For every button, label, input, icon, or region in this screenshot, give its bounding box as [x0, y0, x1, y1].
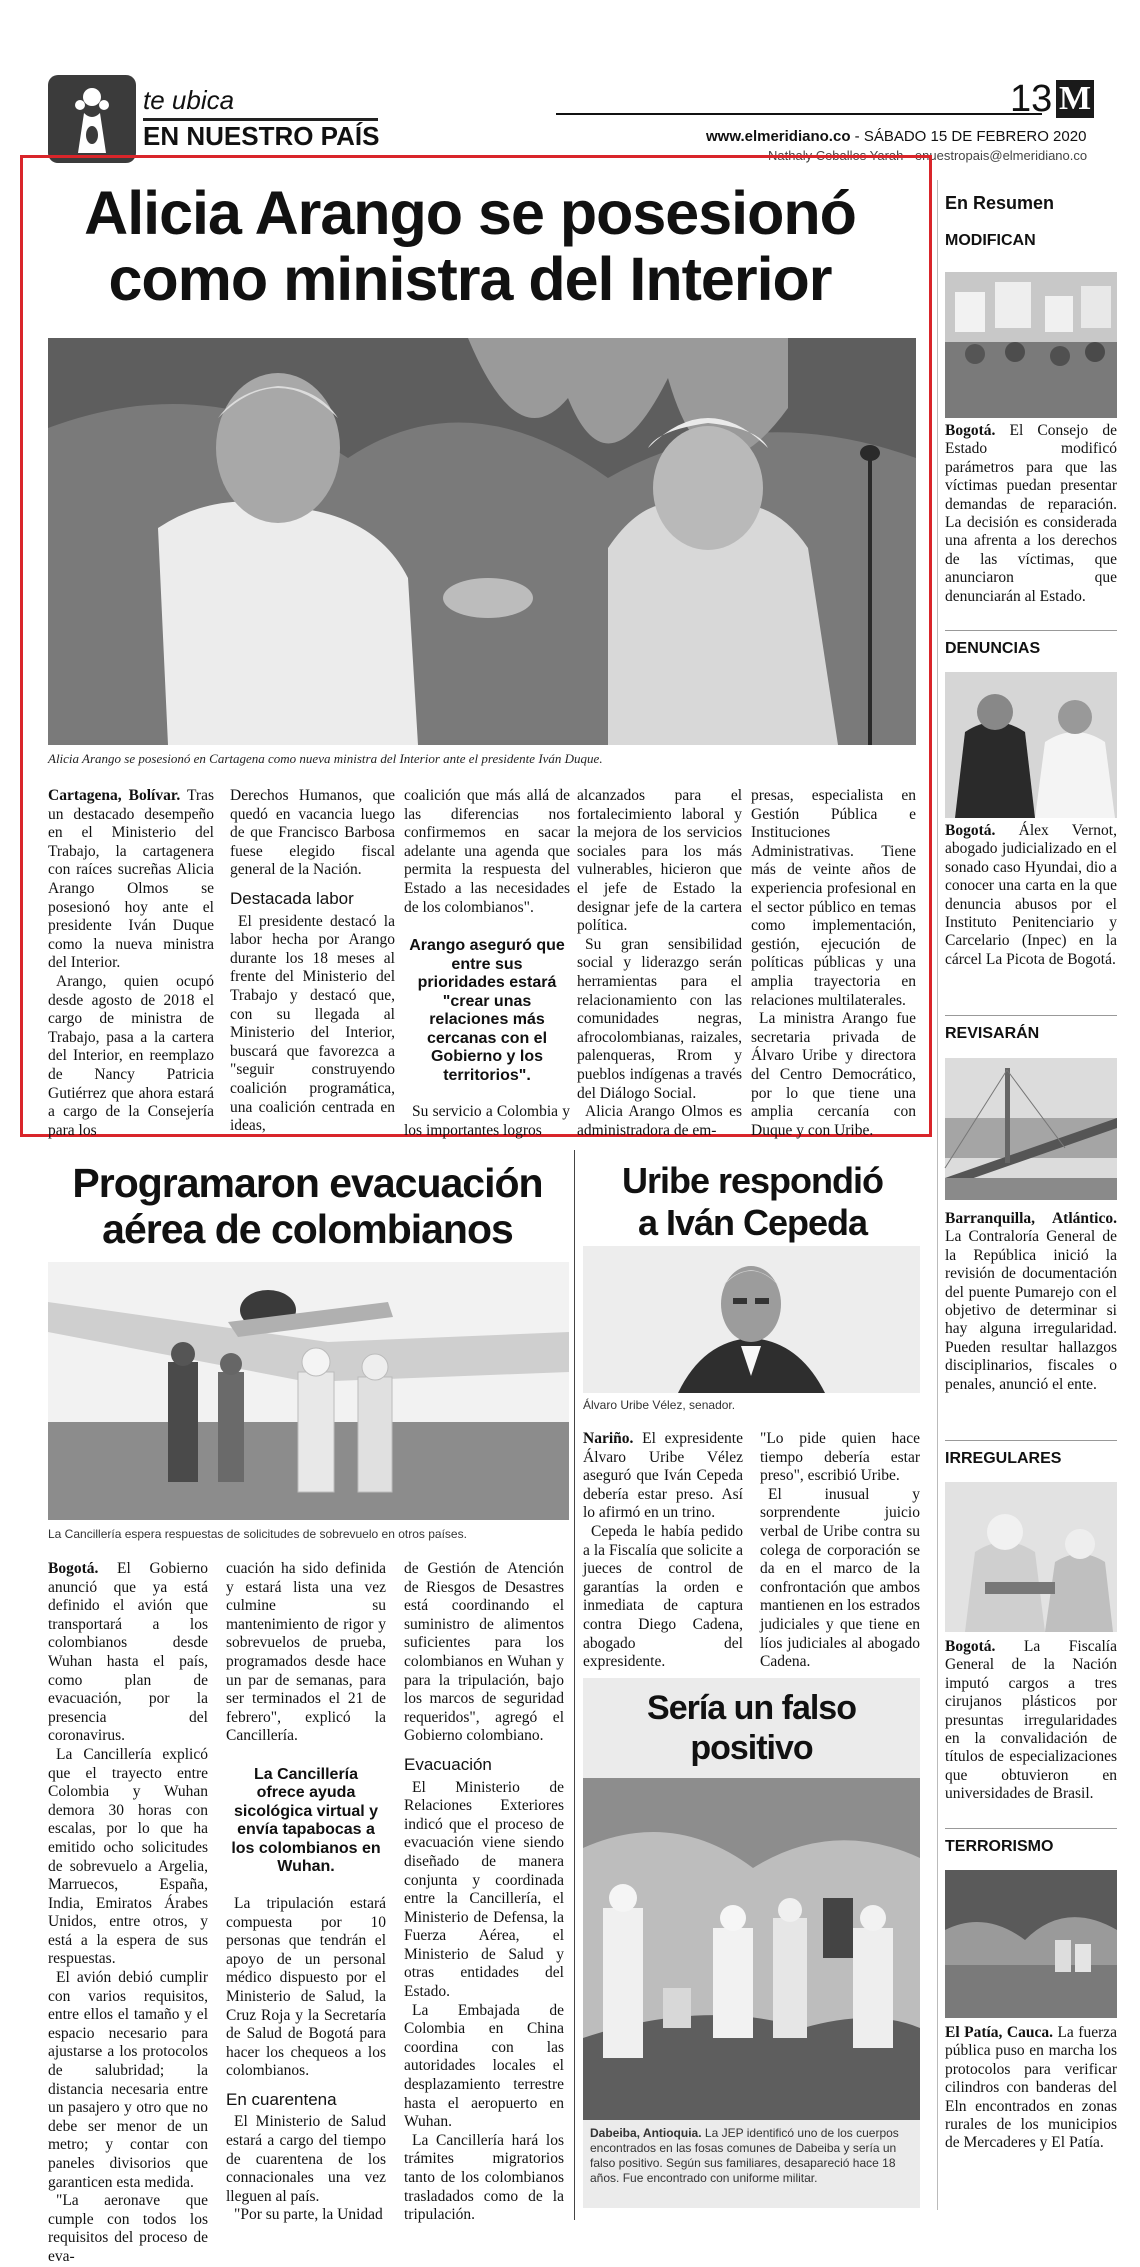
page-number: 13 — [1010, 78, 1053, 120]
sidebar-label-denuncias: DENUNCIAS — [945, 640, 1041, 657]
evacuation-subhead-cuarentena: En cuarentena — [226, 2089, 337, 2109]
uribe-dateline: Nariño. — [583, 1430, 634, 1447]
sidebar-separator — [945, 1828, 1117, 1829]
section-name: EN NUESTRO PAÍS — [143, 121, 380, 151]
evacuation-col-2: cuación ha sido definida y estará lista una vez culmine su mantenimiento de rigor y sobrevuelos de prueba, programados desde hace un par de semanas, para ser terminados el 21 de febrero", explicó la Cancillería. La Cancillería ofrece ayuda sicológica virtual y envía tapabocas a los colombianos en Wuhan. La tripulación estará compuesta por 10 personas que tendrán el apoyo de un personal médico dispuesto por el Ministerio de Salud, la Cruz Roja y la Secretaría de Salud de Bogotá para hacer los chequeos a los colombianos. En cuarentena El Ministerio de Salud estará a cargo del tiempo de cuarentena de los connacionales una vez lleguen al país. "Por su parte, la Unidad — [226, 1560, 386, 2224]
sidebar-text-denuncias: Bogotá. Álex Vernot, abogado judicializado en el sonado caso Hyundai, dio a conocer una carta en la que denuncia abusos por el Instituto Penitenciario y Carcelario (Inpec) en la cárcel La Picota de Bogotá. — [945, 822, 1117, 968]
uribe-photo — [583, 1246, 920, 1393]
sidebar-title: En Resumen — [945, 193, 1055, 213]
falso-positivo-place: Dabeiba, Antioquia. — [590, 2126, 702, 2140]
main-col-5: presas, especialista en Gestión Pública e Instituciones Administrativas. Tiene más de veinte años de experiencia profesional en el sector público en temas como implementación, gestión, ejecución de políticas públicas y una amplia trayectoria en relaciones multilaterales. La ministra Arango fue secretaria privada de Álvaro Uribe y directora del Centro Democrático, por lo que tiene una amplia cercanía con Duque y con Uribe. — [751, 787, 916, 1139]
sidebar-label-terrorismo: TERRORISMO — [945, 1838, 1054, 1855]
main-col-1: Cartagena, Bolívar. Tras un destacado desempeño en el Ministerio del Trabajo, la cartagenera con raíces sucreñas Alicia Arango Olmos se posesionó hoy ante el presidente Iván Duque como la nueva ministra del Interior. Arango, quien ocupó desde agosto de 2018 el cargo de ministra de Trabajo, pasa a la cartera del Interior, en reemplazo de Nancy Patricia Gutiérrez que ahora estará a cargo de la Consejería para los — [48, 787, 214, 1139]
sidebar-text-terrorismo: El Patía, Cauca. La fuerza pública puso en marcha los protocolos para verificar cilindros con banderas del Eln encontrados en zonas rurales de los municipios de Mercaderes y El Patía. — [945, 2024, 1118, 2152]
issue-date: - SÁBADO 15 DE FEBRERO 2020 — [854, 128, 1087, 145]
uribe-photo-caption: Álvaro Uribe Vélez, senador. — [583, 1398, 736, 1412]
brand-logo: M — [1056, 80, 1094, 118]
date-line — [706, 128, 1086, 145]
header-rule — [556, 113, 1042, 115]
evacuation-pullquote: La Cancillería ofrece ayuda sicológica virtual y envía tapabocas a los colombianos en Wuhan. — [231, 1765, 381, 1876]
falso-positivo-photo — [583, 1778, 920, 2120]
sidebar-separator — [945, 1440, 1117, 1441]
evacuation-col-3: de Gestión de Atención de Riesgos de Desastres está coordinando el suministro de alimentos suficientes para los colombianos en Wuhan y para la tripulación, bajo los marcos de seguridad requeridos", agregó el Gobierno colombiano. Evacuación El Ministerio de Relaciones Exteriores indicó que el proceso de evacuación viene siendo diseñado de manera conjunta y coordinada entre la Cancillería, el Ministerio de Defensa, la Fuerza Aérea, el Ministerio de Salud y otras entidades del Estado. La Embajada de Colombia en China coordina con las autoridades locales el desplazamiento terrestre hasta el aeropuerto en Wuhan. La Cancillería hará los trámites migratorios tanto de los colombianos trasladados como de la tripulación. — [404, 1560, 564, 2224]
location-figure-icon — [48, 75, 136, 163]
evacuation-headline: Programaron evacuación aérea de colombianos — [72, 1160, 543, 1252]
falso-positivo-caption: Dabeiba, Antioquia. La JEP identificó uno de los cuerpos encontrados en las fosas comunes de Dabeiba y sería un falso positivo. Según sus familiares, desapareció hace 18 años. Fue encontrado con uniforme militar. — [590, 2126, 899, 2185]
main-pullquote: Arango aseguró que entre sus prioridades estará "crear unas relaciones más cercanas con el Gobierno y los territorios". — [409, 937, 565, 1084]
evacuation-photo-caption: La Cancillería espera respuestas de solicitudes de sobrevuelo en otros países. — [48, 1527, 467, 1541]
sidebar-text-irregulares: Bogotá. La Fiscalía General de la Nación imputó cargos a tres cirujanos plásticos por presuntas irregularidades en la convalidación de títulos de especializaciones que obtuvieron en universidades de Brasil. — [945, 1638, 1117, 1803]
main-headline: Alicia Arango se posesionó como ministra del Interior — [84, 179, 856, 313]
evacuation-col-1: Bogotá. El Gobierno anunció que ya está definido el avión que transportará a los colombianos desde Wuhan hasta el país, como plan de evacuación, por la presencia del coronavirus. La Cancillería explicó que el trayecto entre Colombia y Wuhan demora 30 horas con escalas, por lo que ha emitido ocho solicitudes de sobrevuelo a Argelia, Marruecos, España, India, Emiratos Árabes Unidos, entre otros, y está a la espera de sus respuestas. El avión debió cumplir con varios requisitos, entre ellos el tamaño y el espacio necesario para ajustarse a los protocolos de salubridad; la distancia necesaria entre un pasajero y otro que no debe ser menor de un metro; y contar con paneles divisorios que garanticen esta medida. "La aeronave que cumple con todos los requisitos del proceso de eva- — [48, 1560, 208, 2265]
sidebar-text-revisaran: Barranquilla, Atlántico. La Contraloría General de la República inició la revisión de documentación del puente Pumarejo con el objetivo de determinar si hay alguna irregularidad. Pueden resultar hallazgos disciplinarios, fiscales o penales, anunció el ente. — [945, 1210, 1117, 1393]
main-dateline: Cartagena, Bolívar. — [48, 787, 181, 804]
sidebar-label-modifican: MODIFICAN — [945, 232, 1036, 249]
falso-positivo-headline: Sería un falso positivo — [647, 1689, 856, 1767]
evacuation-subhead-evacuacion: Evacuación — [404, 1754, 492, 1774]
sidebar-separator — [945, 630, 1117, 631]
sidebar-label-revisaran: REVISARÁN — [945, 1025, 1040, 1042]
sidebar-image-terrorismo — [945, 1870, 1117, 2018]
sidebar-divider — [937, 180, 938, 2210]
uribe-headline: Uribe respondió a Iván Cepeda — [621, 1160, 884, 1243]
main-subhead: Destacada labor — [230, 888, 354, 908]
sidebar-image-modifican — [945, 272, 1117, 418]
website-link[interactable]: www.elmeridiano.co — [706, 128, 851, 145]
sidebar-label-irregulares: IRREGULARES — [945, 1450, 1062, 1467]
sidebar-image-irregulares — [945, 1482, 1117, 1632]
main-photo — [48, 338, 916, 745]
evacuation-dateline: Bogotá. — [48, 1560, 99, 1577]
uribe-col-2: "Lo pide quien hace tiempo debería estar preso", escribió Uribe. El inusual y sorprendente juicio verbal de Uribe contra su colega de corporación se da en el marco de la confrontación que ambos mantienen en los estrados judiciales y que tiene en líos judiciales al abogado Cadena. — [760, 1430, 920, 1671]
sidebar-image-revisaran — [945, 1058, 1117, 1200]
contact-line: Nathaly Ceballos Yarah - enuestropais@elmeridiano.co — [768, 148, 1088, 163]
main-col-2: Derechos Humanos, que quedó en vacancia luego de que Francisco Barbosa fuese elegido fiscal general de la Nación. Destacada labor El presidente destacó la labor hecha por Arango durante los 18 meses al frente del Ministerio del Trabajo y destacó que, con su llegada al Ministerio del Interior, buscará que favorezca a "seguir construyendo coalición programática, una coalición centrada en ideas, — [230, 787, 395, 1135]
section-kicker: te ubica — [143, 85, 235, 115]
column-divider — [574, 1150, 575, 2220]
main-photo-caption: Alicia Arango se posesionó en Cartagena como nueva ministra del Interior ante el presidente Iván Duque. — [48, 751, 603, 766]
main-col-3: coalición que más allá de las diferencias nos confirmemos en sacar adelante una agenda que permita la respuesta del Estado a las necesidades de los colombianos". Arango aseguró que entre sus prioridades estará "crear unas relaciones más cercanas con el Gobierno y los territorios". Su servicio a Colombia y los importantes logros — [404, 787, 570, 1139]
section-logo — [48, 75, 136, 163]
sidebar-separator — [945, 1015, 1117, 1016]
sidebar-image-denuncias — [945, 672, 1117, 818]
sidebar-text-modifican: Bogotá. El Consejo de Estado modificó parámetros para que las víctimas puedan presentar demandas de reparación. La decisión es considerada una afrenta a los derechos de las víctimas, que anunciaron que denunciarán al Estado. — [945, 422, 1117, 605]
main-col-4: alcanzados para el fortalecimiento laboral y la mejora de los servicios sociales para los más vulnerables, hicieron que el jefe de Estado la designar jefe de la cartera política. Su gran sensibilidad social y liderazgo serán herramientas para el relacionamiento con las comunidades negras, afrocolombianas, raizales, palenqueras, Rrom y pueblos indígenas a través del Diálogo Social. Alicia Arango Olmos es administradora de em- — [577, 787, 742, 1139]
uribe-col-1: Nariño. El expresidente Álvaro Uribe Vélez aseguró que Iván Cepeda debería estar preso. Así lo afirmó en un trino. Cepeda le había pedido a la Fiscalía que solicite a jueces de control de garantías la orden e inmediata de captura contra Diego Cadena, abogado del expresidente. — [583, 1430, 743, 1671]
evacuation-photo — [48, 1262, 569, 1520]
